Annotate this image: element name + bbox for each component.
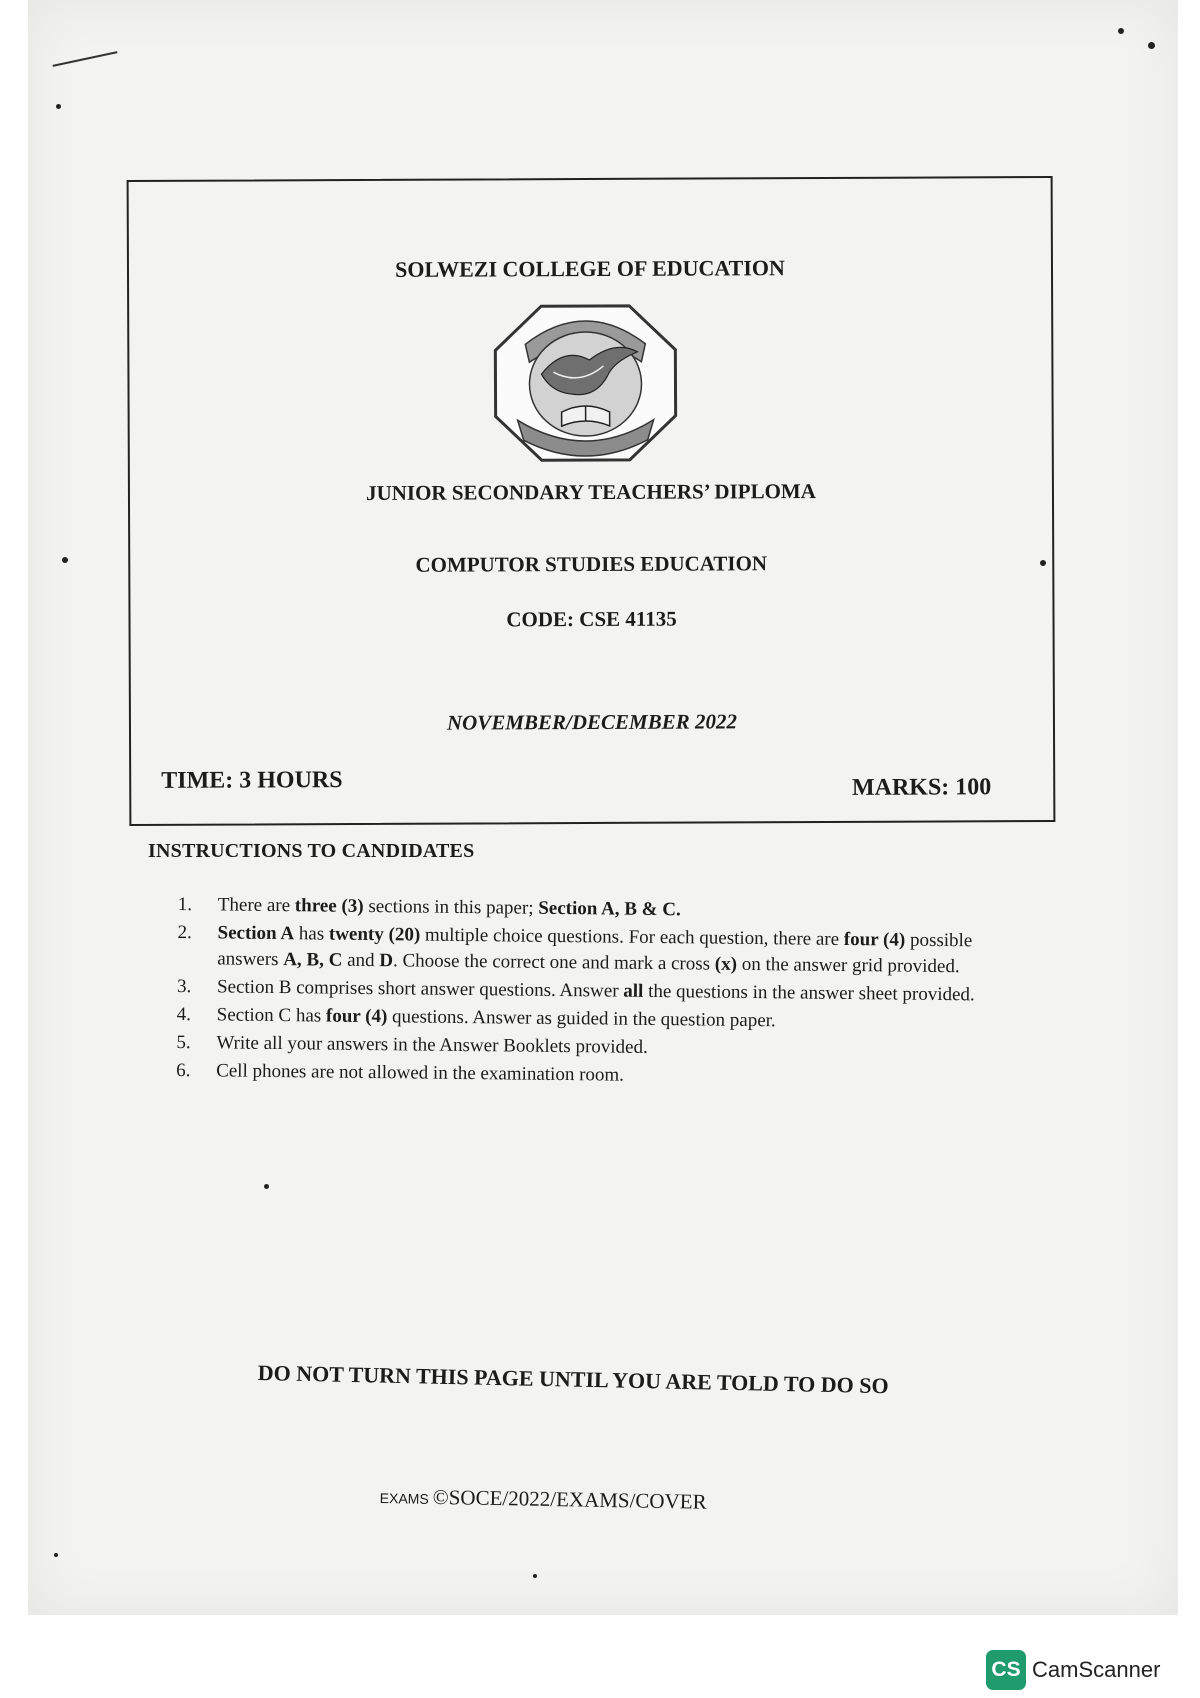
course-code: CODE: CSE 41135 [506,606,677,632]
camscanner-watermark [986,1650,1160,1690]
instruction-emphasis: (x) [714,953,738,975]
instruction-text: questions. Answer as guided in the question paper. [387,1006,776,1032]
instruction-emphasis: all [623,980,644,1002]
diploma-title: JUNIOR SECONDARY TEACHERS’ DIPLOMA [365,479,816,505]
instruction-emphasis: four (4) [843,928,906,951]
cover-box [127,176,1056,826]
instruction-emphasis: A, B, C [283,949,343,971]
instruction-text: Section B comprises short answer questions. Answer [216,976,624,1002]
instruction-number: 1. [177,893,193,916]
instruction-emphasis: four (4) [325,1005,388,1028]
instruction-text: Cell phones are not allowed in the examination room. [216,1060,625,1086]
instruction-text: and [342,949,380,972]
scan-artifact [1148,42,1155,49]
instruction-emphasis: twenty (20) [328,923,421,946]
scan-artifact [264,1184,269,1189]
exam-duration: TIME: 3 HOURS [161,767,343,794]
instruction-number: 6. [176,1059,191,1082]
scan-artifact [54,1553,58,1557]
instruction-text: on the answer grid provided. [736,953,960,978]
instructions-heading: INSTRUCTIONS TO CANDIDATES [148,840,475,862]
instruction-text: There are [217,894,295,917]
instruction-number: 5. [176,1031,191,1054]
instruction-text: possible answers [217,929,973,971]
instruction-emphasis: three (3) [294,895,364,917]
camscanner-name: CamScanner [1032,1657,1161,1682]
instruction-emphasis: Section A [217,922,295,945]
instruction-text: the questions in the answer sheet provided. [643,980,975,1006]
college-crest-logo [491,302,680,465]
scan-artifact [1118,28,1124,34]
scan-artifact [533,1574,537,1578]
instruction-text: . Choose the correct one and mark a cross [392,950,715,975]
footer-prefix: EXAMS [379,1489,429,1507]
scan-artifact [56,104,61,109]
instruction-text: Section C has [216,1004,327,1027]
instruction-number: 2. [177,921,192,944]
college-name: SOLWEZI COLLEGE OF EDUCATION [395,255,785,282]
exam-session: NOVEMBER/DECEMBER 2022 [446,709,738,735]
instruction-number: 3. [176,975,192,998]
total-marks: MARKS: 100 [851,774,992,801]
camscanner-logo-icon: CS [986,1650,1026,1690]
subject-title: COMPUTOR STUDIES EDUCATION [415,551,768,577]
instruction-text: sections in this paper; [363,895,539,919]
footer-code: ©SOCE/2022/EXAMS/COVER [432,1484,707,1514]
instruction-text: has [293,923,330,945]
do-not-turn-warning: DO NOT TURN THIS PAGE UNTIL YOU ARE TOLD TO DO SO [257,1360,889,1399]
instruction-emphasis: D [379,950,394,972]
instruction-item [177,920,1027,981]
instruction-emphasis: Section A, B & C. [538,897,681,921]
instructions-list [176,892,1028,1095]
scan-artifact [62,557,68,563]
instruction-text: Write all your answers in the Answer Booklets provided. [216,1032,648,1058]
instruction-number: 4. [176,1003,192,1026]
instruction-text: multiple choice questions. For each question, there are [420,924,844,950]
